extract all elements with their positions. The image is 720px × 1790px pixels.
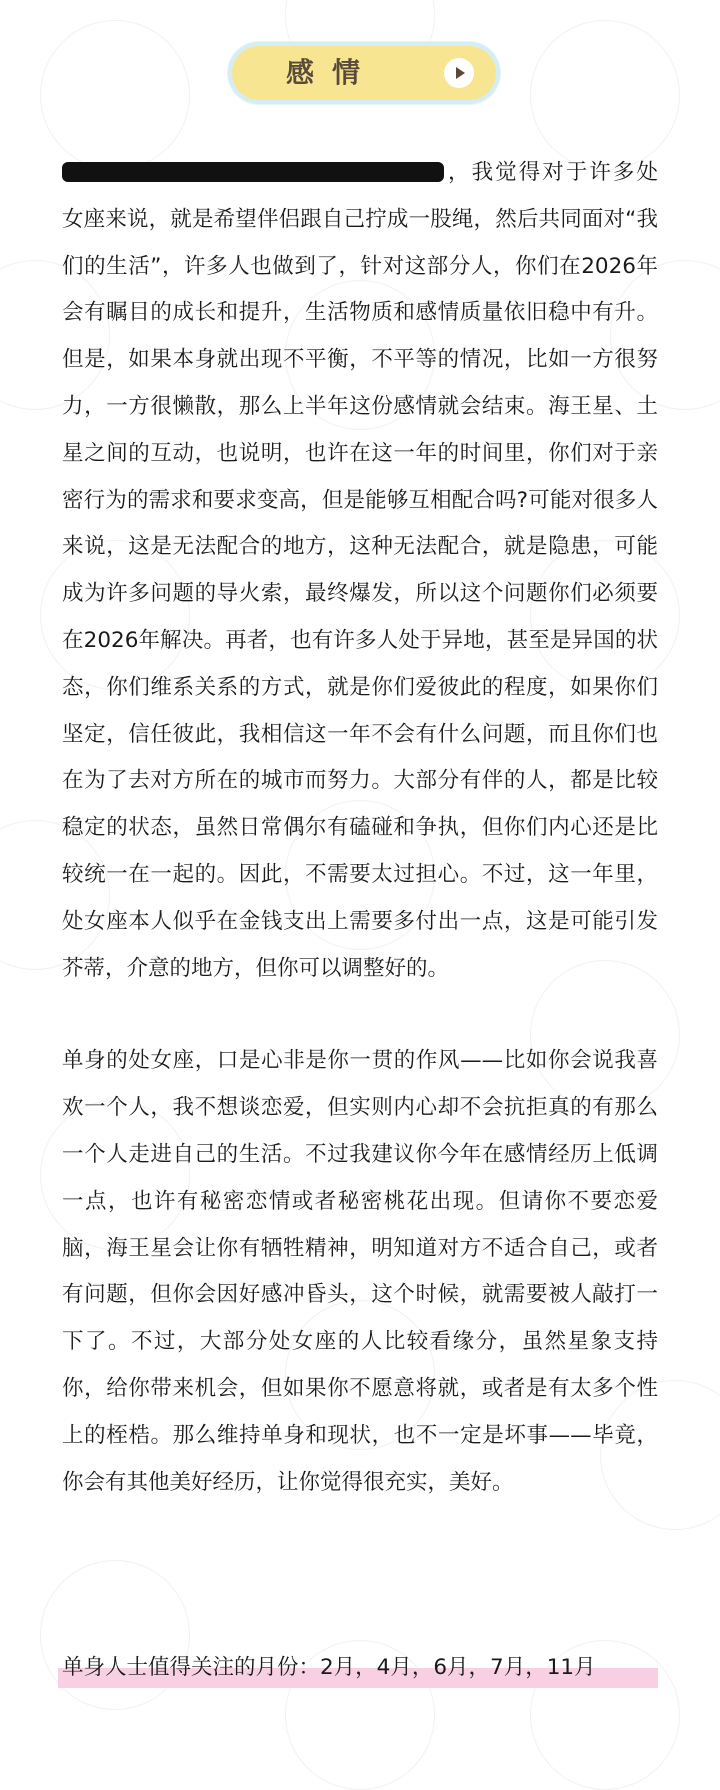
redacted-text-block [62, 162, 444, 182]
singles-paragraph: 单身的处女座，口是心非是你一贯的作风——比如你会说我喜欢一个人，我不想谈恋爱，但实则内心却不会抗拒真的有那么一个人走进自己的生活。不过我建议你今年在感情经历上低调一点，也许有秘密恋情或者秘密桃花出现。但请你不要恋爱脑，海王星会让你有牺牲精神，明知道对方不适合自己，或者有问题，但你会因好感冲昏头，这个时候，就需要被人敲打一下了。不过，大部分处女座的人比较看缘分，虽然星象支持你，给你带来机会，但如果你不愿意将就，或者是有太多个性上的桎梏。那么维持单身和现状，也不一定是坏事——毕竟，你会有其他美好经历，让你觉得很充实，美好。 [62, 1048, 658, 1495]
article-body [62, 150, 658, 1506]
highlight-text: 单身人士值得关注的月份：2月，4月，6月，7月，11月 [62, 1655, 596, 1680]
watermark-circle [530, 20, 680, 170]
section-header [228, 42, 500, 104]
highlight-callout [58, 1648, 658, 1688]
couples-paragraph-text: ，我觉得对于许多处女座来说，就是希望伴侣跟自己拧成一股绳，然后共同面对“我们的生活”，许多人也做到了，针对这部分人，你们在2026年会有瞩目的成长和提升，生活物质和感情质量依旧稳中有升。但是，如果本身就出现不平衡，不平等的情况，比如一方很努力，一方很懒散，那么上半年这份感情就会结束。海王星、土星之间的互动，也说明，也许在这一年的时间里，你们对于亲密行为的需求和要求变高，但是能够互相配合吗?可能对很多人来说，这是无法配合的地方，这种无法配合，就是隐患，可能成为许多问题的导火索，最终爆发，所以这个问题你们必须要在2026年解决。再者，也有许多人处于异地，甚至是异国的状态，你们维系关系的方式，就是你们爱彼此的程度，如果你们坚定，信任彼此，我相信这一年不会有什么问题，而且你们也在为了去对方所在的城市而努力。大部分有伴的人，都是比较稳定的状态，虽然日常偶尔有磕碰和争执，但你们内心还是比较统一在一起的。因此，不需要太过担心。不过，这一年里，处女座本人似乎在金钱支出上需要多付出一点，这是可能引发芥蒂，介意的地方，但你可以调整好的。 [62, 160, 658, 981]
play-icon[interactable] [444, 58, 474, 88]
couples-paragraph [62, 150, 658, 992]
section-title: 感情 [285, 56, 378, 89]
watermark-circle [40, 20, 190, 170]
